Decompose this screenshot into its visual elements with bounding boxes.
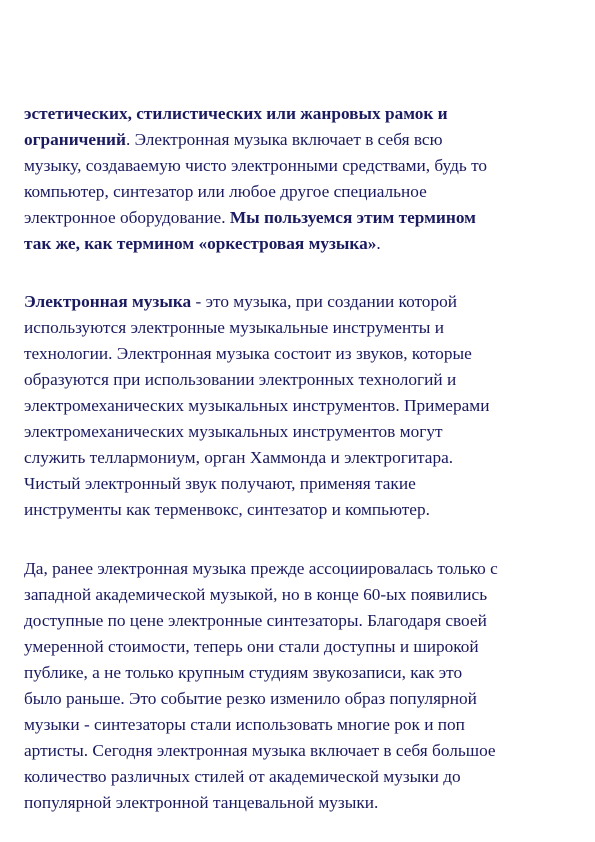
text-line: артисты. Сегодня электронная музыка включает в себя большое	[24, 741, 496, 760]
paragraph-3	[24, 556, 584, 816]
bold-text: Мы пользуемся этим термином	[229, 208, 476, 227]
text-line: используются электронные музыкальные инструменты и	[24, 318, 444, 337]
text-line: инструменты как терменвокс, синтезатор и компьютер.	[24, 500, 430, 519]
text-line	[24, 205, 584, 231]
text-line: Да, ранее электронная музыка прежде ассоциировалась только с	[24, 559, 498, 578]
paragraph-1	[24, 101, 584, 257]
text-line: музыку, создаваемую чисто электронными средствами, будь то	[24, 156, 488, 175]
text-line: доступные по цене электронные синтезаторы. Благодаря своей	[24, 611, 487, 630]
text-line: Чистый электронный звук получают, применяя такие	[24, 474, 416, 493]
text-line: технологии. Электронная музыка состоит из звуков, которые	[24, 344, 472, 363]
text-line: электромеханических музыкальных инструментов могут	[24, 422, 443, 441]
text-line: электромеханических музыкальных инструментов. Примерами	[24, 396, 490, 415]
text-line	[24, 127, 584, 153]
text-line: образуются при использовании электронных технологий и	[24, 370, 457, 389]
text-line: компьютер, синтезатор или любое другое специальное	[24, 182, 427, 201]
bold-text: ограничений	[24, 130, 126, 149]
text-line: количество различных стилей от академической музыки до	[24, 767, 461, 786]
body-text: - это музыка, при создании которой	[191, 292, 457, 311]
text-line: служить теллармониум, орган Хаммонда и электрогитара.	[24, 448, 454, 467]
text-line	[24, 289, 584, 315]
body-text: .	[376, 234, 381, 253]
text-line: популярной электронной танцевальной музыки.	[24, 793, 379, 812]
text-line	[24, 101, 584, 127]
text-line: публике, а не только крупным студиям звукозаписи, как это	[24, 663, 463, 682]
text-line	[24, 231, 584, 257]
bold-text: эстетических, стилистических или жанровых рамок и	[24, 104, 448, 123]
body-text: . Электронная музыка включает в себя всю	[125, 130, 443, 149]
text-line: было раньше. Это событие резко изменило образ популярной	[24, 689, 477, 708]
text-line: музыки - синтезаторы стали использовать многие рок и поп	[24, 715, 465, 734]
paragraph-2	[24, 289, 584, 523]
bold-text: так же, как термином «оркестровая музыка»	[24, 234, 377, 253]
text-line: западной академической музыкой, но в конце 60-ых появились	[24, 585, 488, 604]
text-line: умеренной стоимости, теперь они стали доступны и широкой	[24, 637, 479, 656]
term-heading: Электронная музыка	[24, 292, 192, 311]
body-text: электронное оборудование.	[24, 208, 230, 227]
